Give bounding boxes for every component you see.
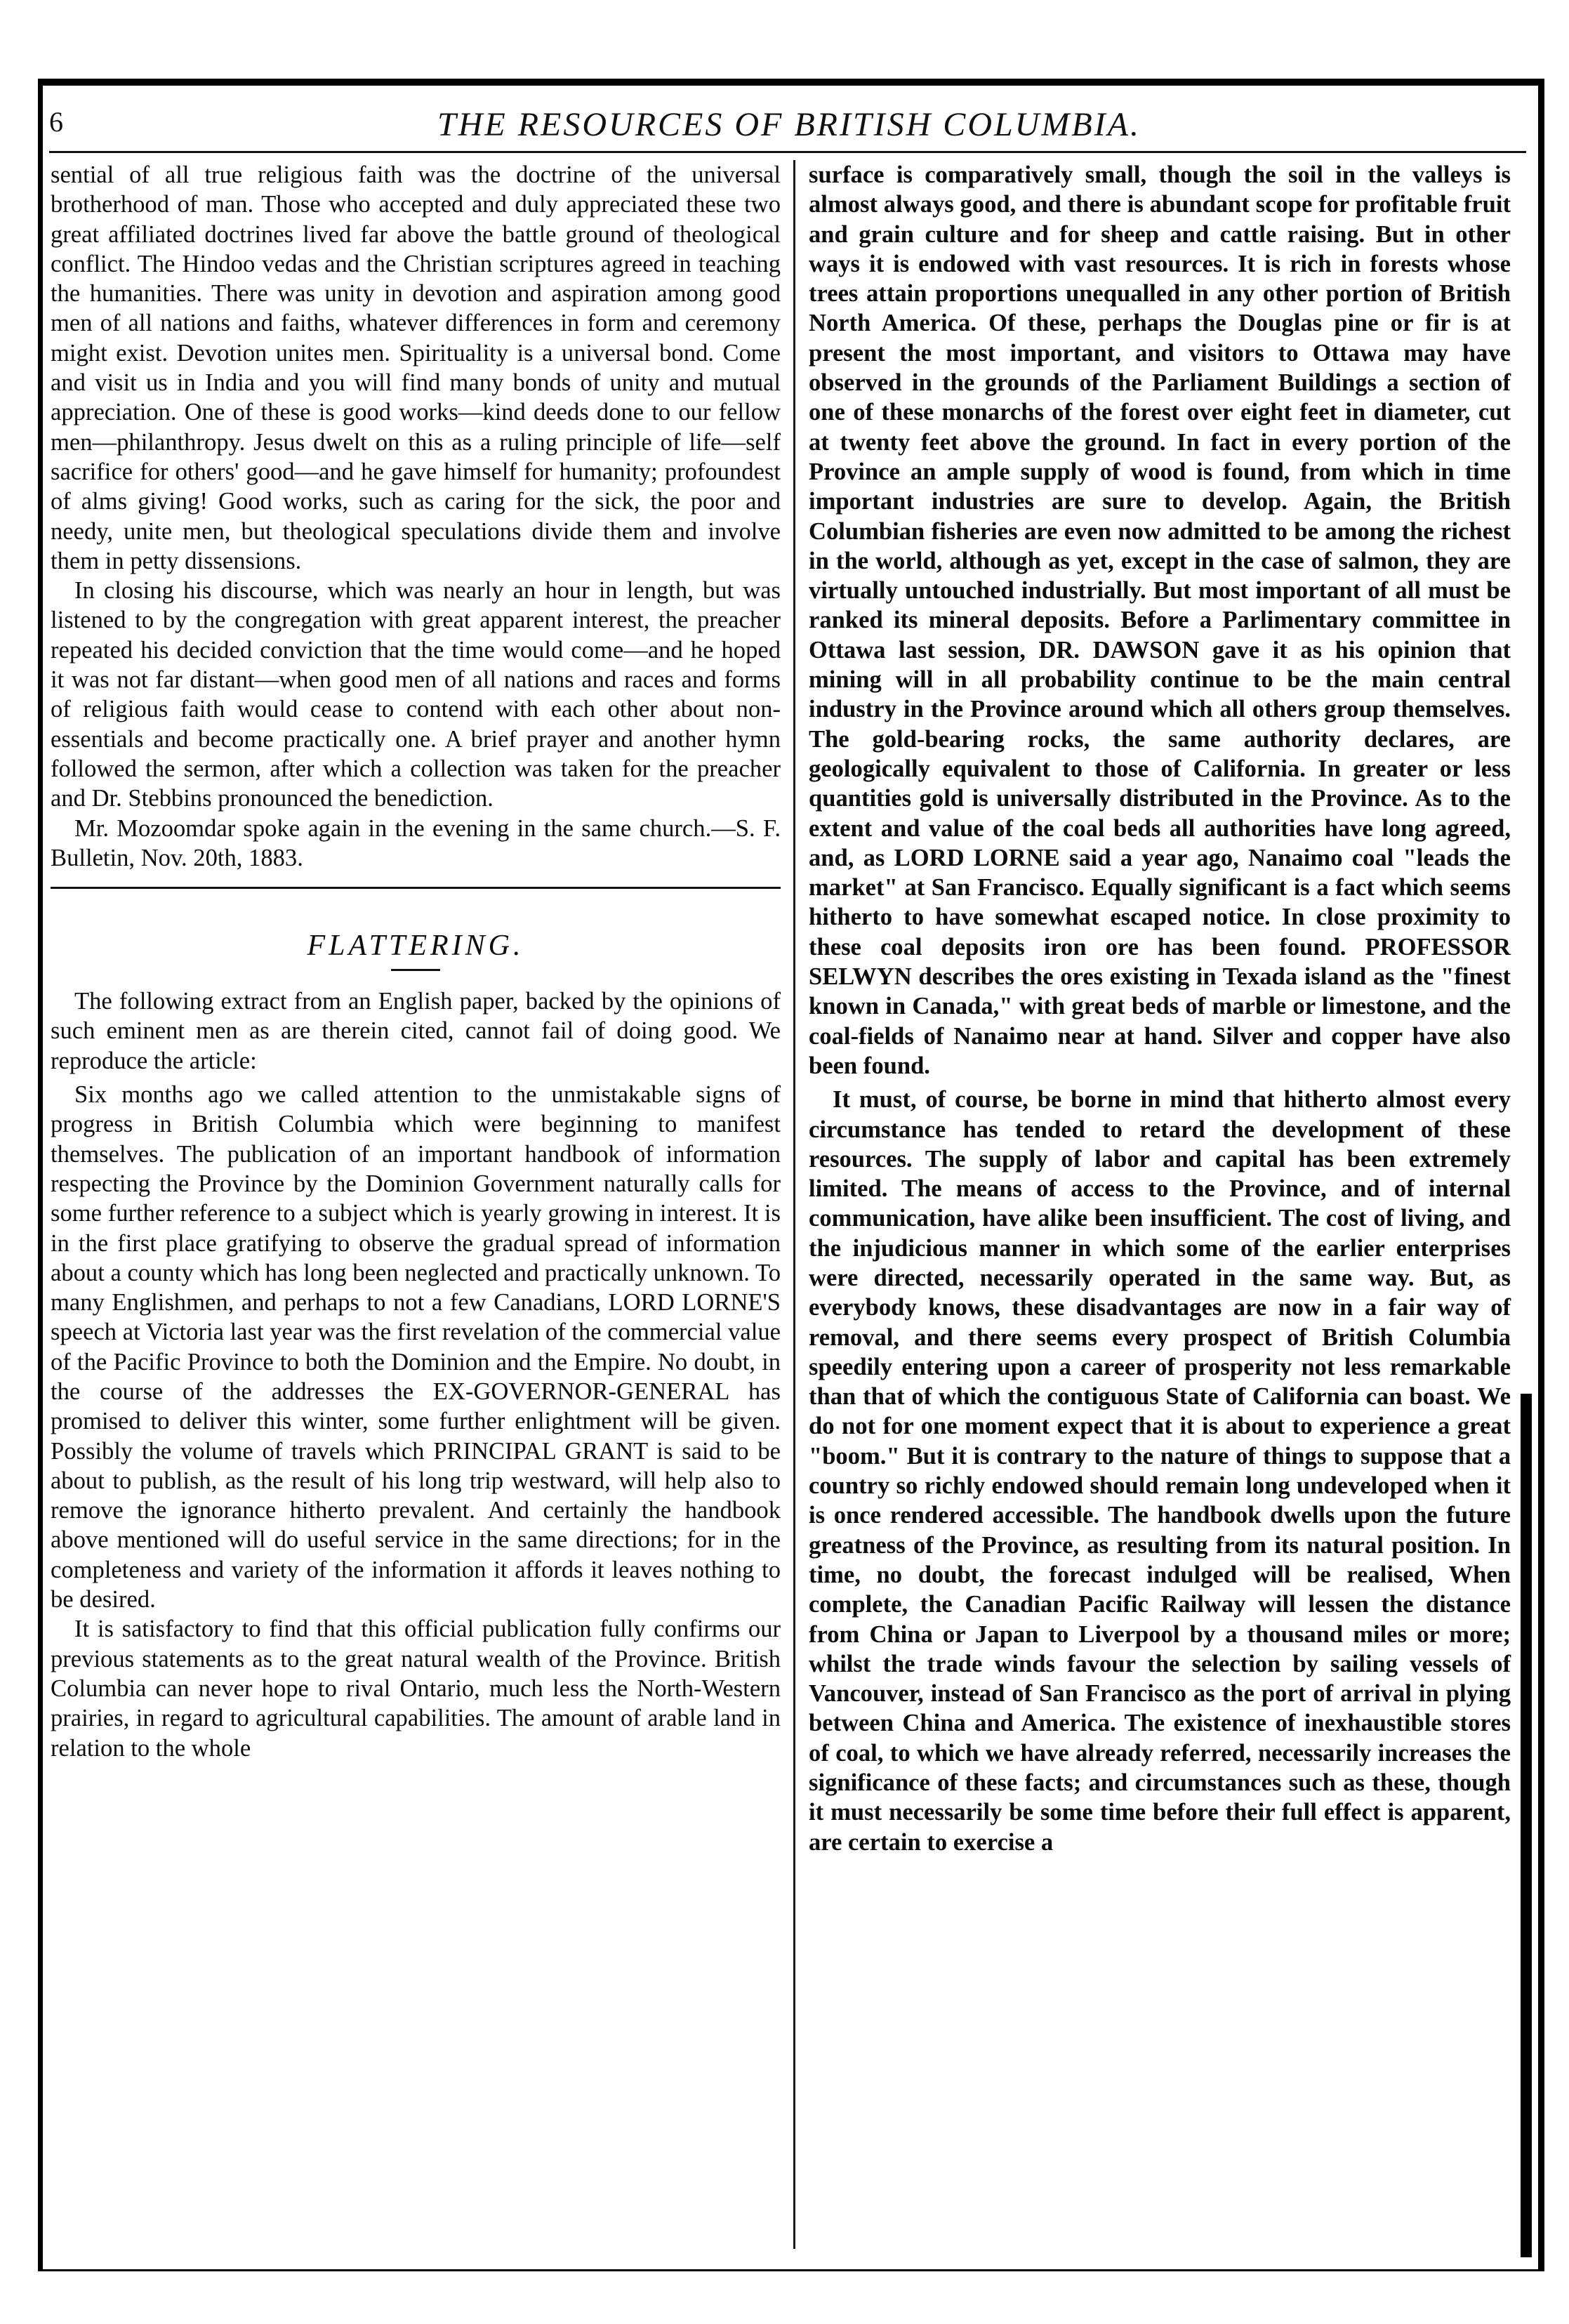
article-paragraph: Six months ago we called attention to the unmistakable signs of progress in British Columbia which were beginning to manifest themselves. The publication of an important handbook of information respecting the Province by the Dominion Government naturally calls for some further reference to a subject which is yearly growing in interest. It is in the first place gratifying to observe the gradual spread of information about a county which has long been neglected and practically unknown. To many Englishmen, and perhaps to not a few Canadians, LORD LORNE'S speech at Victoria last year was the first revelation of the commercial value of the Pacific Province to both the Dominion and the Empire. No doubt, in the course of the addresses the EX-GOVERNOR-GENERAL has promised to deliver this winter, some further enlightment will be given. Possibly the volume of travels which PRINCIPAL GRANT is said to be about to publish, as the result of his long trip westward, will help also to remove the ignorance hitherto prevalent. And certainly the handbook above mentioned will do useful service in the same directions; for in the completeness and variety of the information it affords it leaves nothing to be desired. — [51, 1081, 781, 1613]
article-paragraph: surface is comparatively small, though the soil in the valleys is almost always good, and there is abundant scope for profitable fruit and grain culture and for sheep and cattle raising. But in other ways it is endowed with vast resources. It is rich in forests whose trees attain proportions unequalled in any other portion of British North America. Of these, perhaps the Douglas pine or fir is at present the most important, and visitors to Ottawa may have observed in the grounds of the Parliament Buildings a section of one of these monarchs of the forest over eight feet in diameter, cut at twenty feet above the ground. In fact in every portion of the Province an ample supply of wood is found, from which in time important industries are sure to develop. Again, the British Columbian fisheries are even now admitted to be among the richest in the world, although as yet, except in the case of salmon, they are virtually untouched industrially. But most important of all must be ranked its mineral deposits. Before a Parlimentary committee in Ottawa last session, DR. DAWSON gave it as his opinion that mining will in all probability continue to be the main central industry in the Province around which all others group themselves. The gold-bearing rocks, the same authority declares, are geologically equivalent to those of California. In greater or less quantities gold is universally distributed in the Province. As to the extent and value of the coal beds all authorities have long agreed, and, as LORD LORNE said a year ago, Nanaimo coal "leads the market" at San Francisco. Equally significant is a fact which seems hitherto to have somewhat escaped notice. In close proximity to these coal deposits iron ore has been found. PROFESSOR SELWYN describes the ores existing in Texada island as the "finest known in Canada," with great beds of marble or limestone, and the coal-fields of Nanaimo near at hand. Silver and copper have also been found. — [809, 161, 1511, 1079]
right-column — [809, 160, 1511, 1857]
right-edge-bar — [1521, 1394, 1532, 2257]
running-title: THE RESOURCES OF BRITISH COLUMBIA. — [437, 106, 1141, 143]
article-paragraph: In closing his discourse, which was nearly an hour in length, but was listened to by the congregation with great apparent interest, the preacher repeated his decided conviction that the time would come—and he hoped it was not far distant—when good men of all nations and races and forms of religious faith would cease to contend with each other about non-essentials and become practically one. A brief prayer and another hymn followed the sermon, after which a collection was taken for the preacher and Dr. Stebbins pronounced the benediction. — [51, 577, 781, 812]
title-rule — [391, 969, 440, 971]
article-paragraph: It must, of course, be borne in mind that hitherto almost every circumstance has tended to retard the development of these resources. The supply of labor and capital has been extremely limited. The means of access to the Province, and of internal communication, have alike been insufficient. The cost of living, and the injudicious manner in which some of the earlier enterprises were directed, necessarily operated in the same way. But, as everybody knows, these disadvantages are now in a fair way of removal, and there seems every prospect of British Columbia speedily entering upon a career of prosperity not less remarkable than that of which the contiguous State of California can boast. We do not for one moment expect that it is about to experience a great "boom." But it is contrary to the nature of things to suppose that a country so richly endowed should remain long undeveloped when it is once rendered accessible. The handbook dwells upon the future greatness of the Province, as resulting from its natural position. In time, no doubt, the forecast indulged will be realised, When complete, the Canadian Pacific Railway will lessen the distance from China or Japan to Liverpool by a thousand miles or more; whilst the trade winds favour the selection by sailing vessels of Vancouver, instead of San Francisco as the port of arrival in plying between China and America. The existence of inexhaustible stores of coal, to which we have already referred, necessarily increases the significance of these facts; and circumstances such as these, though it must necessarily be some time before their full effect is apparent, are certain to exercise a — [809, 1086, 1511, 1856]
column-divider — [793, 160, 795, 2249]
intro-paragraph: The following extract from an English paper, backed by the opinions of such eminent men as are therein cited, cannot fail of doing good. We reproduce the article: — [51, 988, 781, 1074]
left-column — [51, 160, 781, 1763]
page-number: 6 — [49, 106, 63, 138]
section-divider — [51, 887, 781, 889]
article-paragraph: sential of all true religious faith was the doctrine of the universal brotherhood of man. Those who accepted and duly appreciated these two great affiliated doctrines lived far above the battle ground of theological conflict. The Hindoo vedas and the Christian scriptures agreed in teaching the humanities. There was unity in devotion and aspiration among good men of all nations and faiths, whatever differences in form and ceremony might exist. Devotion unites men. Spirituality is a universal bond. Come and visit us in India and you will find many bonds of unity and mutual appreciation. One of these is good works—kind deeds done to our fellow men—philanthropy. Jesus dwelt on this as a ruling principle of life—self sacrifice for others' good—and he gave himself for humanity; profoundest of alms giving! Good works, such as caring for the sick, the poor and needy, unite men, but theological speculations divide them and involve them in petty dissensions. — [51, 161, 781, 574]
attribution-paragraph: Mr. Mozoomdar spoke again in the evening in the same church.—S. F. Bulletin, Nov. 20th, 1883. — [51, 814, 781, 871]
header-rule — [49, 151, 1526, 153]
section-title: FLATTERING. — [307, 930, 524, 963]
article-paragraph: It is satisfactory to find that this official publication fully confirms our previous statements as to the great natural wealth of the Province. British Columbia can never hope to rival Ontario, much less the North-Western prairies, in regard to agricultural capabilities. The amount of arable land in relation to the whole — [51, 1616, 781, 1762]
page-header — [45, 105, 1533, 147]
